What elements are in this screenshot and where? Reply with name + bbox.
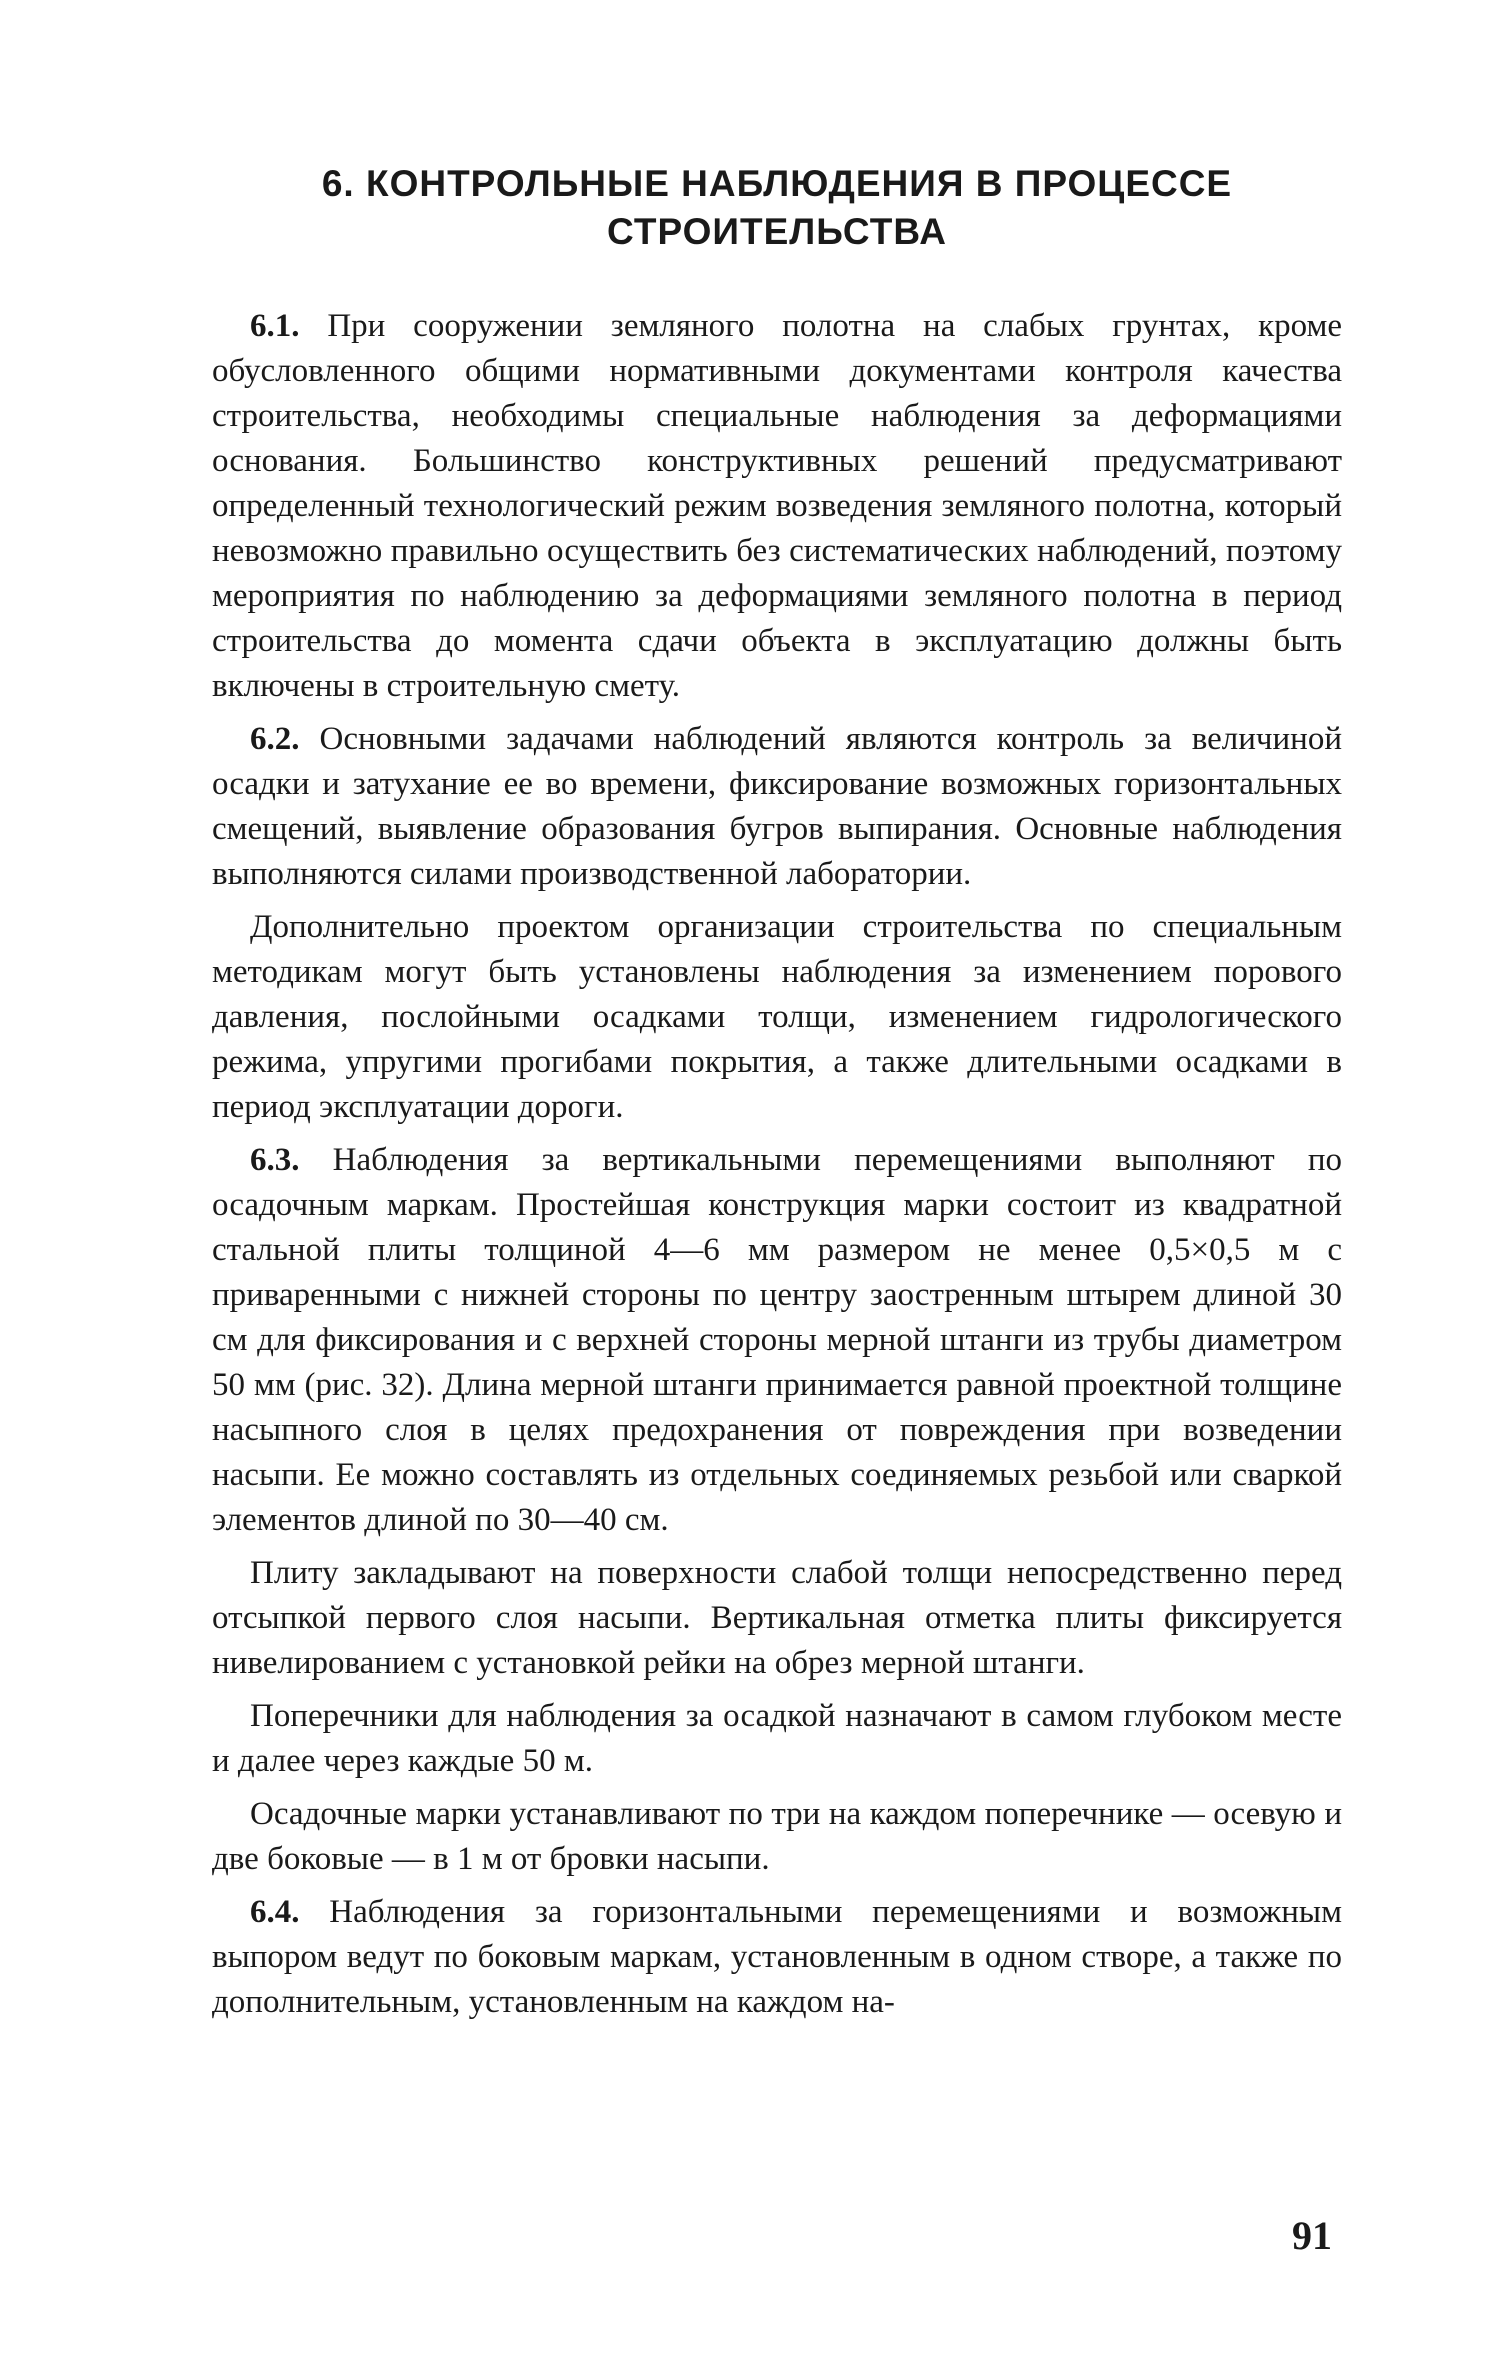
paragraph-6-4: [212, 1890, 1342, 2025]
paragraph-6-3: [212, 1138, 1342, 1543]
paragraph-text: Осадочные марки устанавливают по три на каждом поперечнике — осевую и две боковые — в 1 м от бровки насыпи.: [212, 1796, 1342, 1877]
paragraph-settlement-marks: [212, 1792, 1342, 1882]
paragraph-text: Плиту закладывают на поверхности слабой толщи непосредственно перед отсыпкой первого слоя насыпи. Вертикальная отметка плиты фиксируется нивелированием с установкой рейки на обрез мерной штанги.: [212, 1555, 1342, 1681]
paragraph-text: Наблюдения за горизонтальными перемещениями и возможным выпором ведут по боковым маркам, установленным в одном створе, а также по дополнительным, установленным на каждом на-: [212, 1894, 1342, 2020]
paragraph-plate-placement: [212, 1551, 1342, 1686]
paragraph-number: 6.1.: [250, 308, 300, 344]
paragraph-cross-sections: [212, 1694, 1342, 1784]
page-number: 91: [1292, 2213, 1332, 2258]
paragraph-text: Поперечники для наблюдения за осадкой назначают в самом глубоком месте и далее через каждые 50 м.: [212, 1698, 1342, 1779]
paragraph-text: Основными задачами наблюдений являются контроль за величиной осадки и затухание ее во времени, фиксирование возможных горизонтальных смещений, выявление образования бугров выпирания. Основные наблюдения выполняются силами производственной лаборатории.: [212, 721, 1342, 892]
paragraph-6-2: [212, 717, 1342, 897]
paragraph-text: Наблюдения за вертикальными перемещениями выполняют по осадочным маркам. Простейшая конструкция марки состоит из квадратной стальной плиты толщиной 4—6 мм размером не менее 0,5×0,5 м с приваренными с нижней стороны по центру заостренным штырем длиной 30 см для фиксирования и с верхней стороны мерной штанги из трубы диаметром 50 мм (рис. 32). Длина мерной штанги принимается равной проектной толщине насыпного слоя в целях предохранения от повреждения при возведении насыпи. Ее можно составлять из отдельных соединяемых резьбой или сваркой элементов длиной по 30—40 см.: [212, 1142, 1342, 1538]
section-title-line-1: 6. КОНТРОЛЬНЫЕ НАБЛЮДЕНИЯ В ПРОЦЕССЕ: [321, 163, 1233, 204]
section-title-line-2: СТРОИТЕЛЬСТВА: [607, 211, 947, 252]
paragraph-number: 6.3.: [250, 1142, 300, 1178]
paragraph-number: 6.2.: [250, 721, 300, 757]
paragraph-additional-observations: [212, 905, 1342, 1130]
paragraph-number: 6.4.: [250, 1894, 300, 1930]
paragraph-text: Дополнительно проектом организации строительства по специальным методикам могут быть установлены наблюдения за изменением порового давления, послойными осадками толщи, изменением гидрологического режима, упругими прогибами покрытия, а также длительными осадками в период эксплуатации дороги.: [212, 909, 1342, 1125]
paragraph-6-1: [212, 304, 1342, 709]
paragraph-text: При сооружении земляного полотна на слабых грунтах, кроме обусловленного общими нормативными документами контроля качества строительства, необходимы специальные наблюдения за деформациями основания. Большинство конструктивных решений предусматривают определенный технологический режим возведения земляного полотна, который невозможно правильно осуществить без систематических наблюдений, поэтому мероприятия по наблюдению за деформациями земляного полотна в период строительства до момента сдачи объекта в эксплуатацию должны быть включены в строительную смету.: [212, 308, 1342, 704]
section-title: [212, 160, 1342, 256]
page-body: [212, 160, 1342, 2033]
